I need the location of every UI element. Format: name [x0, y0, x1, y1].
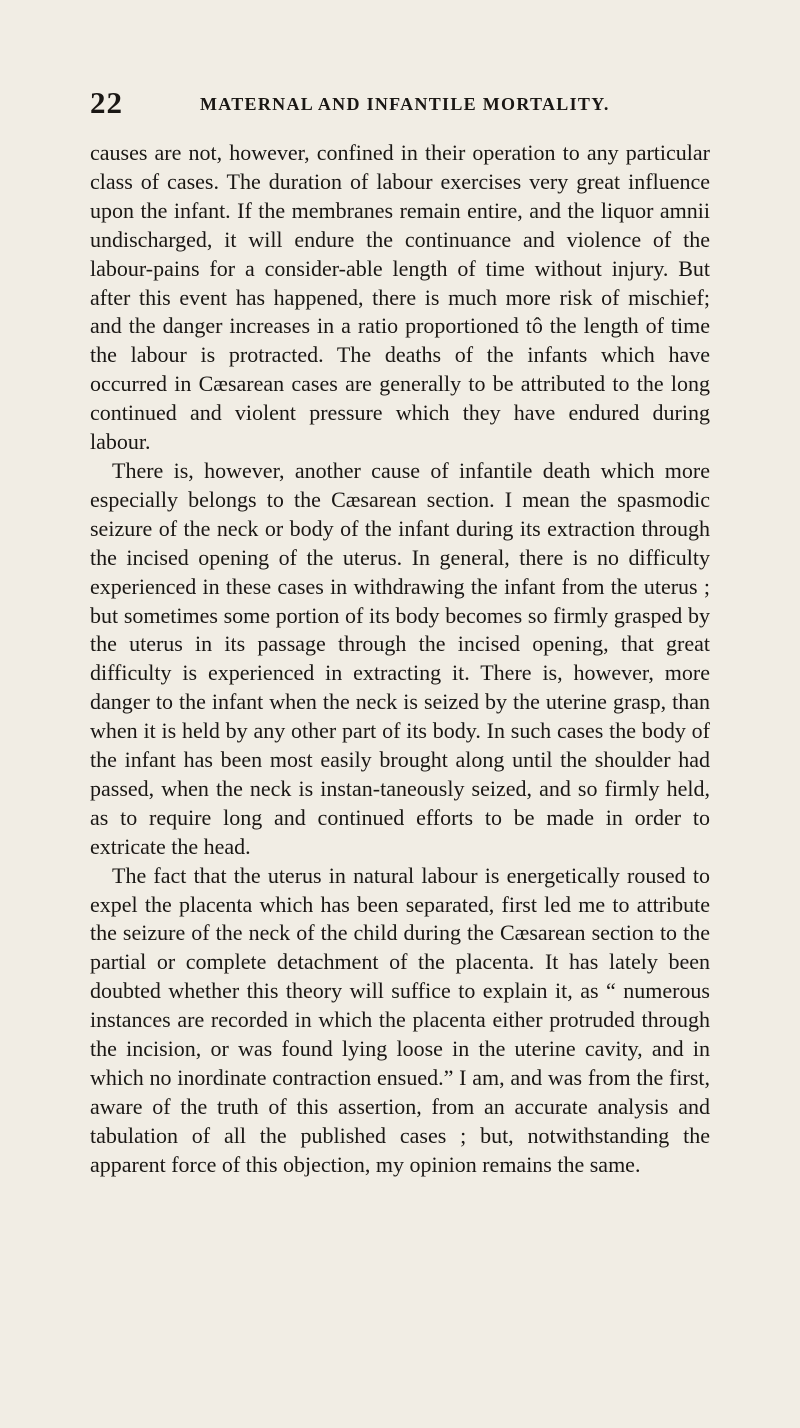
paragraph-2: There is, however, another cause of infantile death which more especially belongs to the Cæsarean section. I mean the spasmodic seizure of the neck or body of the infant during its extraction through the incised opening of the uterus. In general, there is no difficulty experienced in these cases in withdrawing the infant from the uterus ; but sometimes some portion of its body becomes so firmly grasped by the uterus in its passage through the incised opening, that great difficulty is experienced in extracting it. There is, however, more danger to the infant when the neck is seized by the uterine grasp, than when it is held by any other part of its body. In such cases the body of the infant has been most easily brought along until the shoulder had passed, when the neck is instan-taneously seized, and so firmly held, as to require long and continued efforts to be made in order to extricate the head. [90, 457, 710, 859]
running-head [90, 86, 710, 120]
page-number: 22 [90, 85, 123, 120]
paragraph-1: causes are not, however, confined in their operation to any particular class of cases. The duration of labour exercises very great influence upon the infant. If the membranes remain entire, and the liquor amnii undischarged, it will endure the continuance and violence of the labour-pains for a consider-able length of time without injury. But after this event has happened, there is much more risk of mischief; and the danger increases in a ratio proportioned tô the length of time the labour is protracted. The deaths of the infants which have occurred in Cæsarean cases are generally to be attributed to the long continued and violent pressure which they have endured during labour. [90, 140, 710, 455]
body-text [90, 139, 710, 1180]
paragraph-3: The fact that the uterus in natural labour is energetically roused to expel the placenta which has been separated, first led me to attribute the seizure of the neck of the child during the Cæsarean section to the partial or complete detachment of the placenta. It has lately been doubted whether this theory will suffice to explain it, as “ numerous instances are recorded in which the placenta either protruded through the incision, or was found lying loose in the uterine cavity, and in which no inordinate contraction ensued.” I am, and was from the first, aware of the truth of this assertion, from an accurate analysis and tabulation of all the published cases ; but, notwithstanding the apparent force of this objection, my opinion remains the same. [90, 862, 710, 1177]
running-title: MATERNAL AND INFANTILE MORTALITY. [200, 94, 610, 114]
